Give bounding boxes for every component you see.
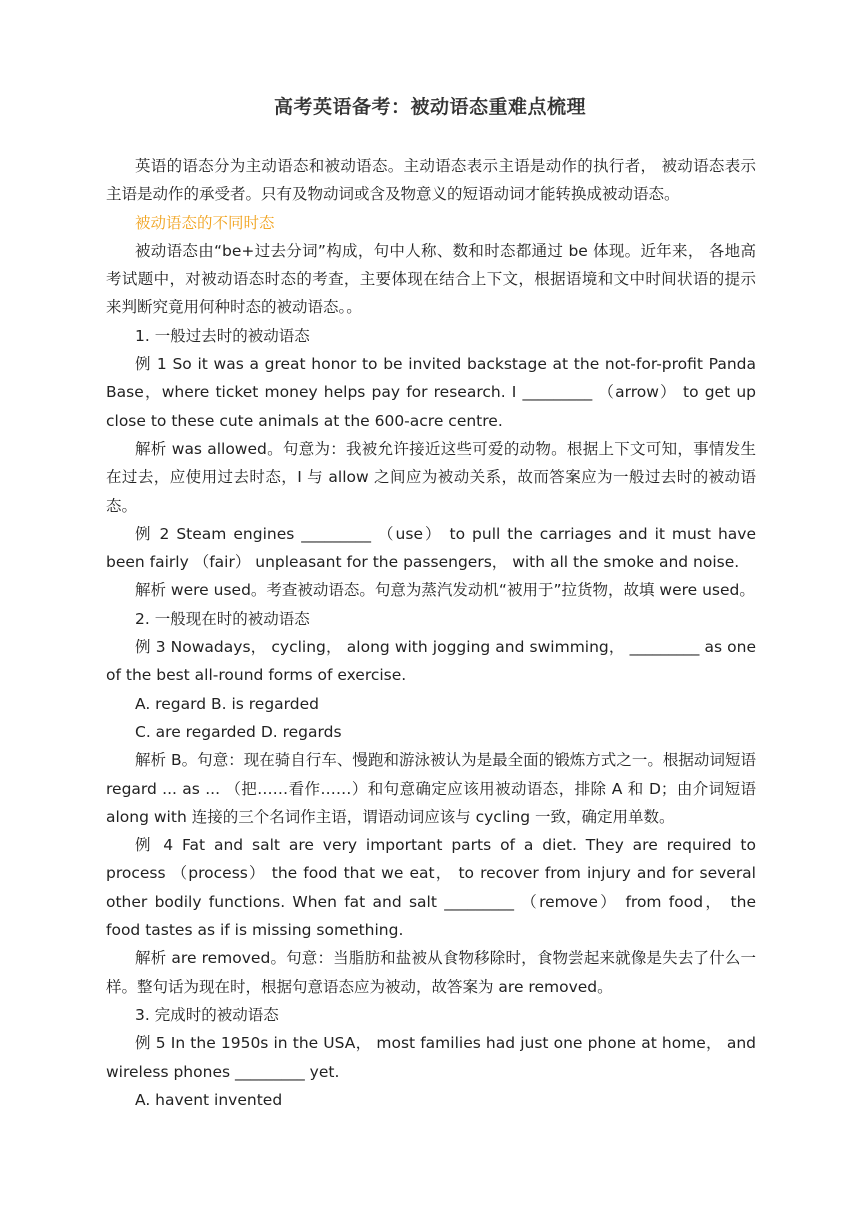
subsection-heading: 2. 一般现在时的被动语态 — [135, 609, 310, 628]
analysis-paragraph: 解析 B。句意：现在骑自行车、慢跑和游泳被认为是最全面的锻炼方式之一。根据动词短语 regard ... as ... （把……看作……）和句意确定应该用被动语态，排除 A 和 D；由介词短语 along with 连接的三个名词作主语，谓语动词应该与 cycling 一致，确定用单数。 — [106, 751, 756, 826]
option-line: A. havent invented — [135, 1090, 283, 1109]
option-line: C. are regarded D. regards — [135, 722, 342, 741]
subsection-heading: 1. 一般过去时的被动语态 — [135, 326, 310, 345]
intro-paragraph: 英语的语态分为主动语态和被动语态。主动语态表示主语是动作的执行者， 被动语态表示主语是动作的承受者。只有及物动词或含及物意义的短语动词才能转换成被动语态。 — [106, 157, 756, 204]
section-heading: 被动语态的不同时态 — [135, 213, 275, 232]
example-paragraph: 例 3 Nowadays， cycling， along with jogging and swimming， _________ as one of the best all-round forms of exercise. — [106, 638, 756, 685]
example-paragraph: 例 2 Steam engines _________ （use） to pull the carriages and it must have been fairly （fair） unpleasant for the passengers， with all the smoke and noise. — [106, 524, 756, 572]
example-paragraph: 例 1 So it was a great honor to be invited backstage at the not-for-profit Panda Base，where ticket money helps pay for research. I _________ （arrow） to get up close to these cute animals at the 600-acre centre. — [106, 355, 756, 430]
example-paragraph: 例 4 Fat and salt are very important parts of a diet. They are required to process （process） the food that we eat， to recover from injury and for several other bodily functions. When fat and salt _________ （remove） from food， the food tastes as if is missing something. — [106, 836, 756, 940]
example-paragraph: 例 5 In the 1950s in the USA， most families had just one phone at home， and wireless phones _________ yet. — [106, 1034, 756, 1081]
analysis-paragraph: 解析 were used。考查被动语态。句意为蒸汽发动机“被用于”拉货物，故填 were used。 — [135, 581, 755, 600]
option-line: A. regard B. is regarded — [135, 694, 319, 713]
analysis-paragraph: 解析 was allowed。句意为：我被允许接近这些可爱的动物。根据上下文可知，事情发生在过去，应使用过去时态，I 与 allow 之间应为被动关系，故而答案应为一般过去时的被动语态。 — [106, 439, 756, 515]
document-body — [106, 152, 756, 1114]
subsection-heading: 3. 完成时的被动语态 — [135, 1005, 279, 1024]
analysis-paragraph: 解析 are removed。句意：当脂肪和盐被从食物移除时，食物尝起来就像是失去了什么一样。整句话为现在时，根据句意语态应为被动，故答案为 are removed。 — [106, 949, 756, 996]
body-paragraph: 被动语态由“be+过去分词”构成，句中人称、数和时态都通过 be 体现。近年来， 各地高考试题中，对被动语态时态的考查，主要体现在结合上下文，根据语境和文中时间状语的提示来判断究竟用何种时态的被动语态。。 — [106, 241, 756, 317]
document-title: 高考英语备考：被动语态重难点梳理 — [273, 96, 586, 118]
